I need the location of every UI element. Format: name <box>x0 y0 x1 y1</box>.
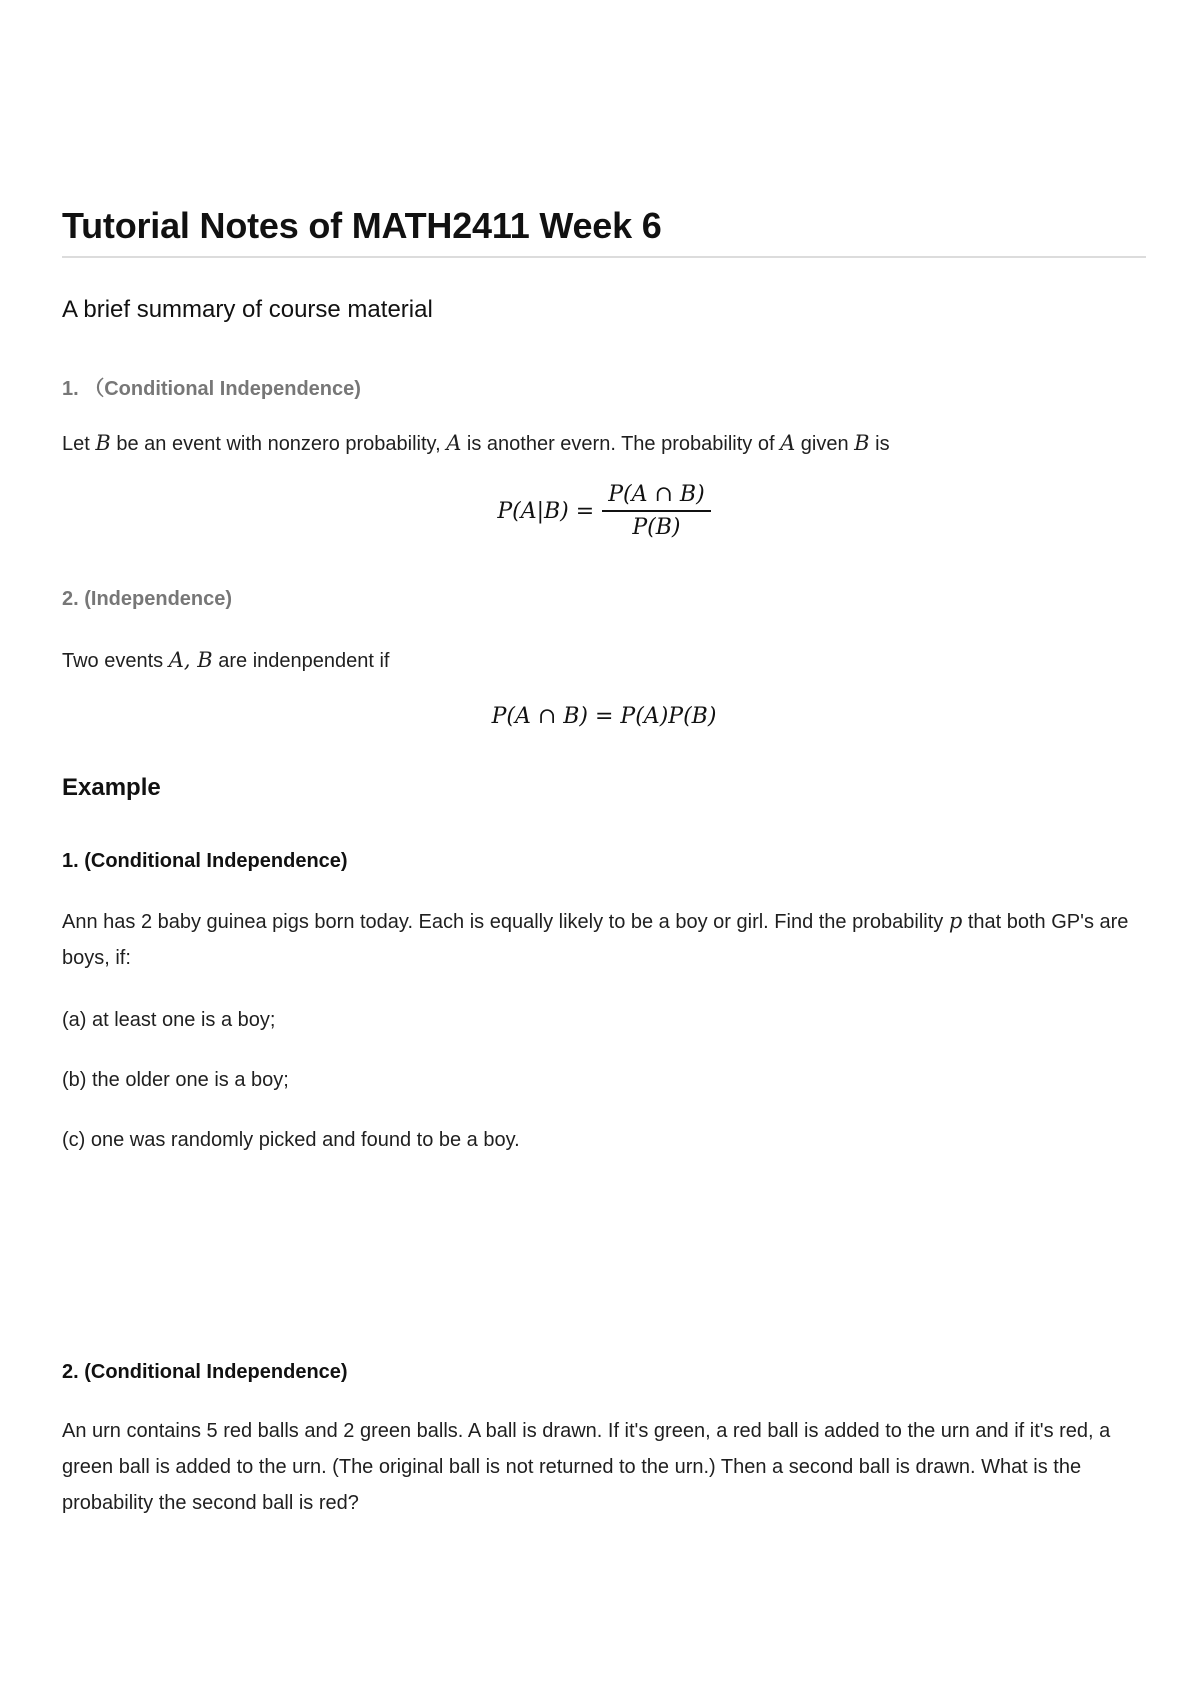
text-fragment: is <box>869 433 890 455</box>
math-var: B <box>95 431 111 455</box>
example1-part-a: (a) at least one is a boy; <box>62 1009 276 1031</box>
example1-text <box>62 903 1146 976</box>
summary-item2-text <box>62 642 1146 679</box>
math-var: A <box>446 431 462 455</box>
title-divider <box>62 256 1146 258</box>
text-fragment: that both GP's are boys, if: <box>62 911 1129 969</box>
page-title: Tutorial Notes of MATH2411 Week 6 <box>62 205 662 246</box>
formula-fraction <box>602 482 710 540</box>
formula-lhs: P(A|B) = <box>497 498 595 524</box>
text-fragment: Ann has 2 baby guinea pigs born today. Each is equally likely to be a boy or girl. Find the probability <box>62 911 949 933</box>
text-fragment: given <box>795 433 855 455</box>
formula-denominator: P(B) <box>632 515 681 540</box>
text-fragment: are indenpendent if <box>212 650 390 672</box>
conditional-probability-formula <box>62 482 1146 540</box>
example1-heading: 1. (Conditional Independence) <box>62 850 348 872</box>
summary-heading: A brief summary of course material <box>62 296 433 323</box>
example-heading: Example <box>62 774 161 801</box>
summary-item1-heading: 1. （Conditional Independence) <box>62 378 361 400</box>
math-var: B <box>854 431 870 455</box>
example1-part-b: (b) the older one is a boy; <box>62 1069 289 1091</box>
example2-heading: 2. (Conditional Independence) <box>62 1361 348 1383</box>
text-fragment: Let <box>62 433 96 455</box>
text-fragment: is another evern. The probability of <box>461 433 781 455</box>
math-var: p <box>948 909 963 933</box>
example1-part-c: (c) one was randomly picked and found to be a boy. <box>62 1129 520 1151</box>
summary-item2-heading: 2. (Independence) <box>62 588 233 610</box>
formula-numerator: P(A ∩ B) <box>602 482 710 512</box>
text-fragment: Two events <box>62 650 169 672</box>
independence-formula: P(A ∩ B) = P(A)P(B) <box>491 704 717 729</box>
summary-item1-text <box>62 425 1146 462</box>
math-var: A, B <box>168 648 213 672</box>
text-fragment: be an event with nonzero probability, <box>110 433 447 455</box>
example2-text: An urn contains 5 red balls and 2 green balls. A ball is drawn. If it's green, a red ball is added to the urn and if it's red, a green ball is added to the urn. (The original ball is not returned to the urn.) Then a second ball is drawn. What is the probability the second ball is red? <box>62 1420 1111 1514</box>
math-var: A <box>780 431 796 455</box>
